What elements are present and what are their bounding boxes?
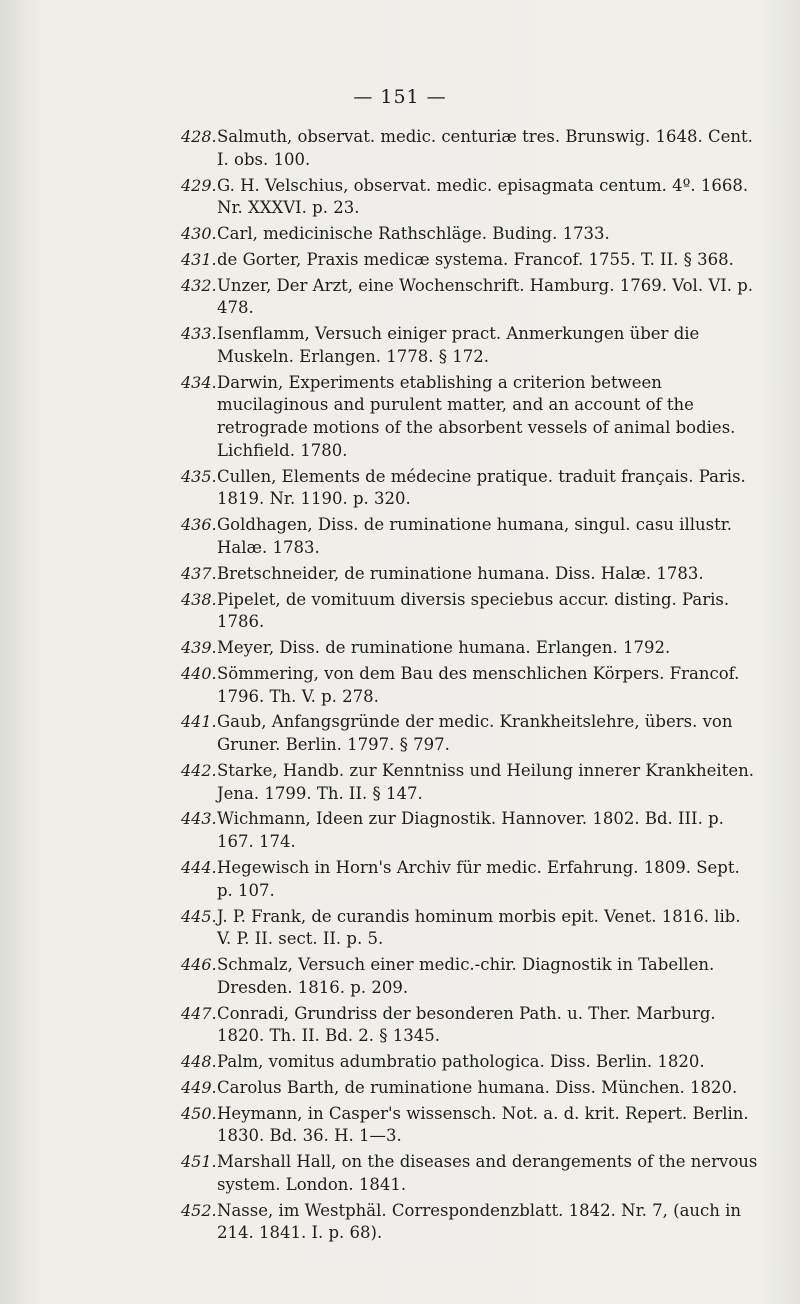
reference-item [181, 906, 760, 952]
reference-item [181, 514, 760, 560]
reference-text: Starke, Handb. zur Kenntniss und Heilung innerer Krankheiten. Jena. 1799. Th. II. § 147. [217, 760, 754, 803]
reference-number: 431. [181, 249, 217, 269]
reference-number: 430. [181, 224, 217, 244]
reference-text: Unzer, Der Arzt, eine Wochenschrift. Hamburg. 1769. Vol. VI. p. 478. [217, 275, 754, 318]
reference-number: 443. [181, 809, 217, 829]
reference-text: Pipelet, de vomituum diversis speciebus accur. disting. Paris. 1786. [217, 589, 730, 632]
reference-item [181, 223, 760, 246]
reference-text: Bretschneider, de ruminatione humana. Diss. Halæ. 1783. [217, 563, 704, 583]
reference-item [181, 760, 760, 806]
reference-number: 448. [181, 1052, 217, 1072]
reference-item [181, 1200, 760, 1246]
reference-number: 432. [181, 275, 217, 295]
reference-item [181, 857, 760, 903]
reference-number: 428. [181, 127, 217, 146]
reference-item [181, 1151, 760, 1197]
reference-item [181, 589, 760, 635]
reference-text: Hegewisch in Horn's Archiv für medic. Erfahrung. 1809. Sept. p. 107. [217, 857, 740, 900]
reference-number: 445. [181, 906, 217, 926]
reference-number: 449. [181, 1077, 217, 1097]
reference-item [181, 563, 760, 586]
reference-text: Gaub, Anfangsgründe der medic. Krankheitslehre, übers. von Gruner. Berlin. 1797. § 797. [217, 712, 733, 755]
reference-text: Darwin, Experiments etablishing a criterion between mucilaginous and purulent matter, and an account of the retrograde motions of the absorbent vessels of animal bodies. Lichfield. 1780. [217, 372, 736, 460]
reference-item [181, 175, 760, 221]
reference-number: 447. [181, 1003, 217, 1023]
reference-text: Conradi, Grundriss der besonderen Path. u. Ther. Marburg. 1820. Th. II. Bd. 2. § 1345. [217, 1003, 716, 1046]
reference-list [181, 126, 760, 1248]
reference-text: G. H. Velschius, observat. medic. episagmata centum. 4º. 1668. Nr. XXXVI. p. 23. [217, 175, 749, 218]
reference-text: Cullen, Elements de médecine pratique. traduit français. Paris. 1819. Nr. 1190. p. 320. [217, 466, 746, 509]
reference-text: Carl, medicinische Rathschläge. Buding. 1733. [217, 224, 610, 244]
reference-number: 435. [181, 466, 217, 486]
reference-number: 433. [181, 324, 217, 344]
reference-number: 450. [181, 1103, 217, 1123]
reference-text: Isenflamm, Versuch einiger pract. Anmerkungen über die Muskeln. Erlangen. 1778. § 172. [217, 324, 700, 366]
reference-text: Carolus Barth, de ruminatione humana. Diss. München. 1820. [217, 1077, 738, 1097]
page-number: — 151 — [353, 86, 447, 108]
reference-item [181, 808, 760, 854]
reference-number: 441. [181, 712, 217, 732]
reference-item [181, 1103, 760, 1149]
reference-number: 444. [181, 857, 217, 877]
reference-number: 434. [181, 372, 217, 392]
reference-item [181, 711, 760, 757]
reference-text: Meyer, Diss. de ruminatione humana. Erlangen. 1792. [217, 638, 671, 658]
reference-number: 436. [181, 515, 217, 535]
reference-item [181, 323, 760, 369]
reference-item [181, 466, 760, 512]
reference-text: Wichmann, Ideen zur Diagnostik. Hannover. 1802. Bd. III. p. 167. 174. [217, 809, 724, 852]
reference-text: Sömmering, von dem Bau des menschlichen Körpers. Francof. 1796. Th. V. p. 278. [217, 663, 740, 706]
reference-number: 429. [181, 175, 217, 195]
reference-text: Heymann, in Casper's wissensch. Not. a. d. krit. Repert. Berlin. 1830. Bd. 36. H. 1—3. [217, 1103, 749, 1146]
reference-number: 442. [181, 760, 217, 780]
reference-text: Palm, vomitus adumbratio pathologica. Diss. Berlin. 1820. [217, 1052, 705, 1072]
reference-text: Schmalz, Versuch einer medic.-chir. Diagnostik in Tabellen. Dresden. 1816. p. 209. [217, 955, 715, 997]
reference-text: J. P. Frank, de curandis hominum morbis epit. Venet. 1816. lib. V. P. II. sect. II. p. 5. [217, 906, 741, 949]
reference-number: 440. [181, 663, 217, 683]
reference-item [181, 954, 760, 1000]
reference-number: 451. [181, 1152, 217, 1172]
reference-text: Marshall Hall, on the diseases and derangements of the nervous system. London. 1841. [217, 1152, 758, 1194]
reference-item [181, 372, 760, 463]
reference-item [181, 1077, 760, 1100]
reference-item [181, 663, 760, 709]
reference-item [181, 1003, 760, 1049]
reference-text: de Gorter, Praxis medicæ systema. Francof. 1755. T. II. § 368. [217, 249, 734, 269]
reference-number: 452. [181, 1200, 217, 1220]
reference-number: 437. [181, 563, 217, 583]
reference-number: 439. [181, 638, 217, 658]
reference-number: 446. [181, 955, 217, 975]
reference-number: 438. [181, 589, 217, 609]
reference-item [181, 249, 760, 272]
reference-text: Nasse, im Westphäl. Correspondenzblatt. 1842. Nr. 7, (auch in 214. 1841. I. p. 68). [217, 1200, 742, 1243]
reference-text: Salmuth, observat. medic. centuriæ tres. Brunswig. 1648. Cent. I. obs. 100. [217, 127, 753, 169]
reference-item [181, 275, 760, 321]
reference-item [181, 126, 760, 172]
reference-item [181, 1051, 760, 1074]
reference-text: Goldhagen, Diss. de ruminatione humana, singul. casu illustr. Halæ. 1783. [217, 515, 733, 558]
reference-item [181, 637, 760, 660]
